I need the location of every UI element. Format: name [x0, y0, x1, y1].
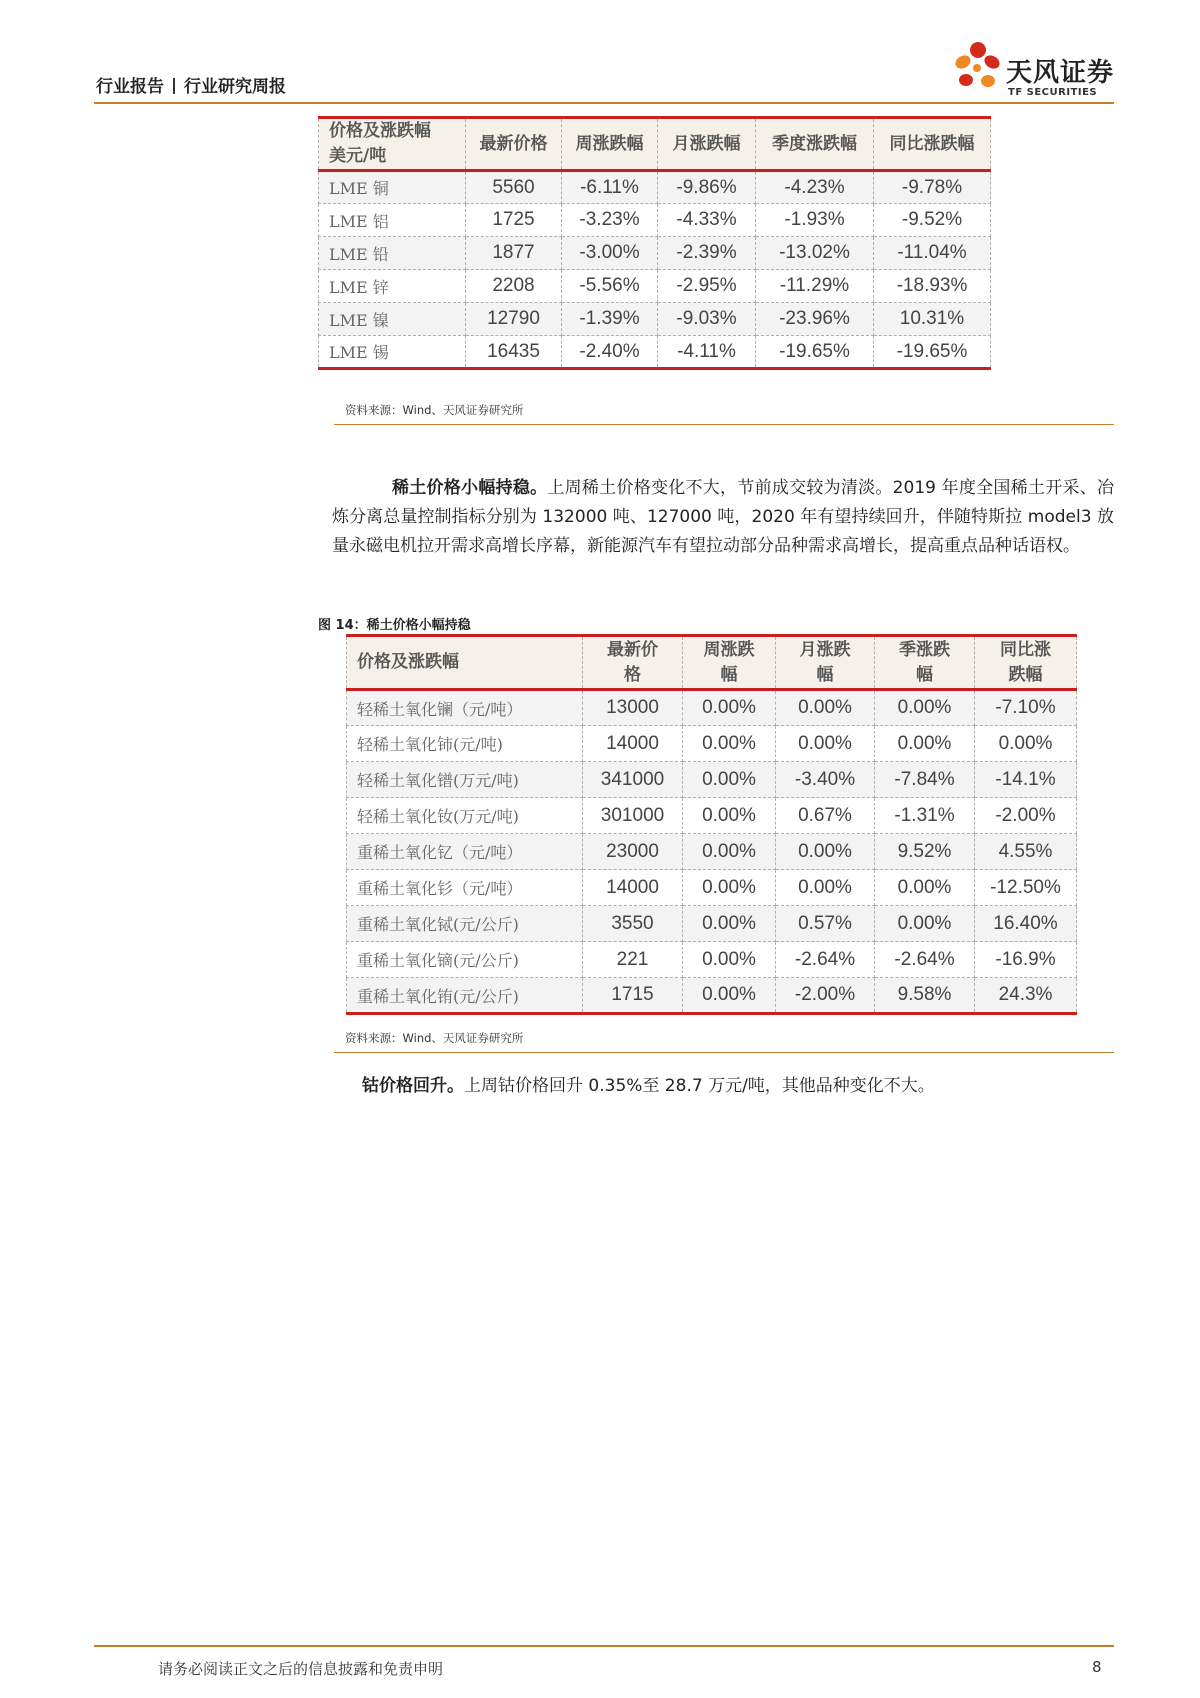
table-cell: LME 镍: [319, 303, 466, 336]
table-row: [347, 942, 1077, 978]
table-cell: -19.65%: [874, 336, 991, 369]
table-row: [347, 690, 1077, 726]
table-header-row: [347, 636, 1077, 690]
column-header: 最新价 格: [583, 636, 683, 690]
table-header-row: [319, 118, 991, 171]
table-cell: -9.52%: [874, 204, 991, 237]
table-cell: 0.00%: [683, 726, 776, 762]
table-cell: -7.84%: [875, 762, 975, 798]
table-cell: 0.00%: [776, 870, 875, 906]
table-cell: -13.02%: [756, 237, 874, 270]
table-cell: 轻稀土氧化钕(万元/吨): [347, 798, 583, 834]
column-header: 月涨跌幅: [658, 118, 756, 171]
table-row: [347, 798, 1077, 834]
paragraph-body: 上周稀土价格变化不大，节前成交较为清淡。2019 年度全国稀土开采、冶炼分离总量控制指标分别为 132000 吨、127000 吨，2020 年有望持续回升，伴随特斯拉 model3 放量永磁电机拉开需求高增长序幕，新能源汽车有望拉动部分品种需求高增长，提高重点品种话语权。: [332, 478, 1115, 556]
column-header: 价格及涨跌幅 美元/吨: [319, 118, 466, 171]
table-cell: -19.65%: [756, 336, 874, 369]
table-cell: -2.00%: [776, 978, 875, 1014]
table-cell: -7.10%: [975, 690, 1077, 726]
table-cell: -3.23%: [562, 204, 658, 237]
table-cell: LME 铝: [319, 204, 466, 237]
table-cell: 0.00%: [975, 726, 1077, 762]
logo-text: 天风证券: [1006, 58, 1115, 88]
table-row: [347, 726, 1077, 762]
rare-earth-price-table: [346, 634, 1077, 1015]
table-cell: -2.64%: [776, 942, 875, 978]
table-cell: LME 锌: [319, 270, 466, 303]
column-header: 季涨跌 幅: [875, 636, 975, 690]
table-cell: 1715: [583, 978, 683, 1014]
table-cell: -9.86%: [658, 171, 756, 204]
table-cell: 4.55%: [975, 834, 1077, 870]
table-cell: -4.23%: [756, 171, 874, 204]
table-cell: -2.40%: [562, 336, 658, 369]
column-header: 同比涨跌幅: [874, 118, 991, 171]
table-cell: 重稀土氧化镝(元/公斤): [347, 942, 583, 978]
table-row: [347, 906, 1077, 942]
paragraph-body: 上周钴价格回升 0.35%至 28.7 万元/吨，其他品种变化不大。: [464, 1076, 935, 1096]
column-header: 季度涨跌幅: [756, 118, 874, 171]
lme-price-table: [318, 116, 991, 370]
table-cell: 0.00%: [683, 978, 776, 1014]
table-cell: -16.9%: [975, 942, 1077, 978]
table-row: [319, 171, 991, 204]
table-cell: 0.00%: [875, 906, 975, 942]
source-divider: [334, 424, 1114, 425]
table-cell: -11.04%: [874, 237, 991, 270]
report-subcategory: 行业研究周报: [184, 77, 286, 97]
table-cell: 0.00%: [776, 726, 875, 762]
table-row: [319, 303, 991, 336]
logo-subtext: TF SECURITIES: [1008, 87, 1098, 98]
table-cell: 1725: [466, 204, 562, 237]
cobalt-paragraph: [362, 1072, 1114, 1101]
table-cell: -14.1%: [975, 762, 1077, 798]
table-cell: -9.78%: [874, 171, 991, 204]
table-cell: 0.57%: [776, 906, 875, 942]
table-cell: 0.00%: [683, 870, 776, 906]
table-cell: 341000: [583, 762, 683, 798]
column-header: 月涨跌 幅: [776, 636, 875, 690]
table-cell: 16.40%: [975, 906, 1077, 942]
table-cell: -11.29%: [756, 270, 874, 303]
table-row: [319, 336, 991, 369]
table-row: [347, 762, 1077, 798]
table-row: [347, 978, 1077, 1014]
table-cell: LME 铅: [319, 237, 466, 270]
table-cell: -3.40%: [776, 762, 875, 798]
table-cell: -12.50%: [975, 870, 1077, 906]
table-cell: 轻稀土氧化镧（元/吨）: [347, 690, 583, 726]
footer-divider: [94, 1645, 1114, 1647]
table-cell: -1.39%: [562, 303, 658, 336]
table-row: [347, 870, 1077, 906]
table-row: [347, 834, 1077, 870]
table-cell: 14000: [583, 870, 683, 906]
table-cell: 0.00%: [875, 726, 975, 762]
table-cell: 0.67%: [776, 798, 875, 834]
table-row: [319, 270, 991, 303]
table-cell: 9.52%: [875, 834, 975, 870]
table-cell: 0.00%: [683, 906, 776, 942]
table-source-note: 资料来源：Wind、天风证券研究所: [345, 403, 524, 417]
table-cell: 0.00%: [683, 762, 776, 798]
table-cell: -2.64%: [875, 942, 975, 978]
table-cell: 3550: [583, 906, 683, 942]
table-cell: 23000: [583, 834, 683, 870]
table-cell: 10.31%: [874, 303, 991, 336]
source-divider: [334, 1052, 1114, 1053]
table-cell: 1877: [466, 237, 562, 270]
table-cell: 重稀土氧化铽(元/公斤): [347, 906, 583, 942]
table-cell: 24.3%: [975, 978, 1077, 1014]
table-row: [319, 204, 991, 237]
table-cell: 0.00%: [683, 690, 776, 726]
table-cell: 301000: [583, 798, 683, 834]
table-cell: LME 锡: [319, 336, 466, 369]
report-type: [96, 72, 286, 97]
table-cell: 14000: [583, 726, 683, 762]
table-cell: 0.00%: [683, 942, 776, 978]
column-header: 价格及涨跌幅: [347, 636, 583, 690]
table-cell: 重稀土氧化钐（元/吨）: [347, 870, 583, 906]
column-header: 同比涨 跌幅: [975, 636, 1077, 690]
table-cell: -2.00%: [975, 798, 1077, 834]
table-row: [319, 237, 991, 270]
table-cell: -1.31%: [875, 798, 975, 834]
table-cell: 0.00%: [875, 690, 975, 726]
table-cell: LME 铜: [319, 171, 466, 204]
table-cell: 0.00%: [683, 834, 776, 870]
report-category: 行业报告: [96, 77, 164, 97]
table-cell: -4.11%: [658, 336, 756, 369]
table-cell: 16435: [466, 336, 562, 369]
table-cell: 重稀土氧化铕(元/公斤): [347, 978, 583, 1014]
table-cell: 12790: [466, 303, 562, 336]
rare-earth-paragraph: [332, 474, 1114, 561]
table-cell: 221: [583, 942, 683, 978]
table-cell: -3.00%: [562, 237, 658, 270]
table-cell: 5560: [466, 171, 562, 204]
table-cell: 2208: [466, 270, 562, 303]
header-divider: [94, 102, 1114, 104]
table-cell: -23.96%: [756, 303, 874, 336]
table-cell: 0.00%: [683, 798, 776, 834]
table-cell: -2.39%: [658, 237, 756, 270]
paragraph-lead: 稀土价格小幅持稳。: [392, 478, 548, 498]
figure-title: 图 14：稀土价格小幅持稳: [318, 618, 471, 633]
table-cell: 9.58%: [875, 978, 975, 1014]
table-cell: -18.93%: [874, 270, 991, 303]
table-cell: 0.00%: [875, 870, 975, 906]
column-header: 周涨跌幅: [562, 118, 658, 171]
paragraph-lead: 钴价格回升。: [362, 1076, 464, 1096]
table-cell: 13000: [583, 690, 683, 726]
table-source-note: 资料来源：Wind、天风证券研究所: [345, 1031, 524, 1045]
table-cell: 0.00%: [776, 690, 875, 726]
disclaimer-note: 请务必阅读正文之后的信息披露和免责申明: [158, 1660, 444, 1678]
table-cell: 0.00%: [776, 834, 875, 870]
table-cell: 重稀土氧化钇（元/吨）: [347, 834, 583, 870]
column-header: 最新价格: [466, 118, 562, 171]
table-cell: 轻稀土氧化铈(元/吨): [347, 726, 583, 762]
column-header: 周涨跌 幅: [683, 636, 776, 690]
table-cell: -2.95%: [658, 270, 756, 303]
table-cell: -1.93%: [756, 204, 874, 237]
table-cell: -5.56%: [562, 270, 658, 303]
table-cell: -9.03%: [658, 303, 756, 336]
table-cell: -4.33%: [658, 204, 756, 237]
title-separator: [173, 78, 175, 94]
table-cell: -6.11%: [562, 171, 658, 204]
page-number: 8: [1092, 1658, 1102, 1676]
table-cell: 轻稀土氧化镨(万元/吨): [347, 762, 583, 798]
